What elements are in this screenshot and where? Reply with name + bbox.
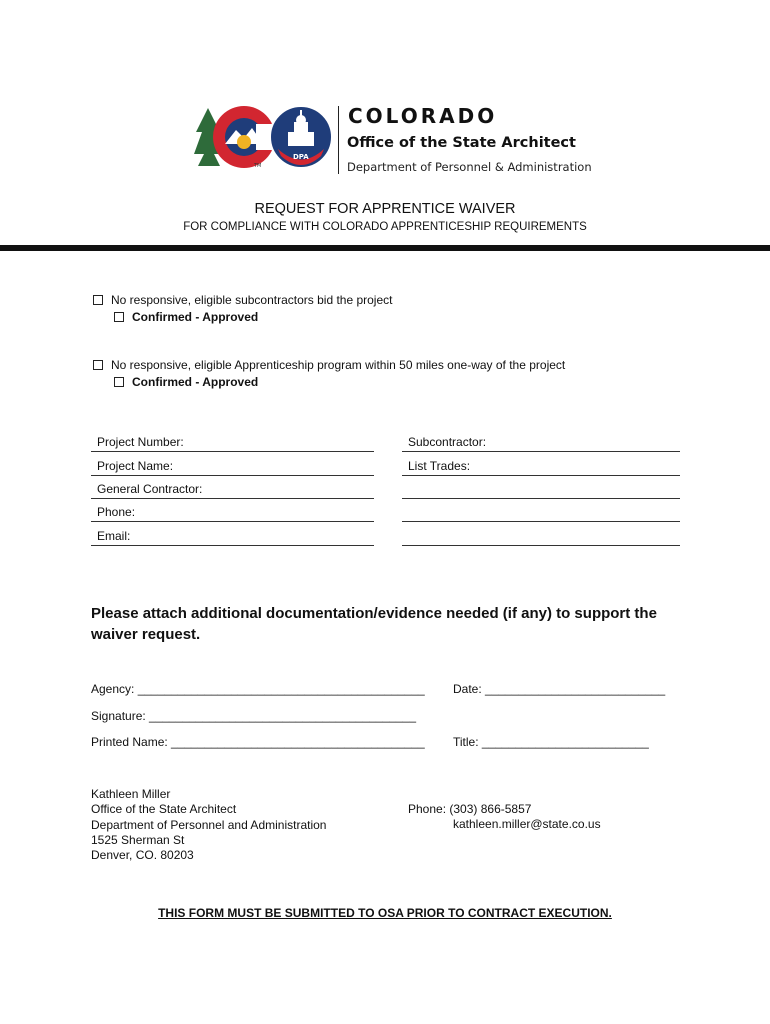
subcontractor-field[interactable]: Subcontractor: [402,435,680,452]
check-option-1[interactable] [93,293,392,307]
check-option-2[interactable] [93,358,565,372]
brand-name: COLORADO [348,104,498,128]
department-name: Department of Personnel & Administration [347,160,592,174]
project-name-field[interactable]: Project Name: [91,459,374,476]
check-label: No responsive, eligible Apprenticeship program within 50 miles one-way of the project [111,358,566,372]
logo-divider [338,106,339,174]
printed-name-line[interactable]: Printed Name: ______________________________________ [91,735,425,749]
checkbox[interactable] [93,295,103,305]
title-line[interactable]: Title: _________________________ [453,735,649,749]
form-title: REQUEST FOR APPRENTICE WAIVER [254,201,516,217]
check-sub-label: Confirmed - Approved [132,375,259,389]
contact-email[interactable]: kathleen.miller@state.co.us [453,817,601,832]
c-mark-icon [213,106,278,168]
list-trades-field[interactable]: List Trades: [402,459,680,476]
checkbox[interactable] [93,360,103,370]
project-number-field[interactable]: Project Number: [91,435,374,452]
trades-line-3[interactable] [402,505,680,522]
general-contractor-field[interactable]: General Contractor: [91,482,374,499]
signature-line[interactable]: Signature: ________________________________________ [91,709,416,723]
contact-details [408,802,601,833]
contact-department: Department of Personnel and Administration [91,817,327,832]
email-field[interactable]: Email: [91,529,374,546]
contact-address [91,787,326,863]
svg-text:DPA: DPA [293,153,309,161]
office-name: Office of the State Architect [347,135,576,151]
contact-office: Office of the State Architect [91,802,237,817]
dpa-seal-icon [270,106,332,168]
date-line[interactable]: Date: ___________________________ [453,682,666,696]
checkbox[interactable] [114,312,124,322]
contact-name: Kathleen Miller [91,787,171,801]
contact-phone: Phone: (303) 866-5857 [408,802,532,816]
agency-line[interactable]: Agency: ___________________________________________ [91,682,425,696]
checkbox[interactable] [114,377,124,387]
contact-city: Denver, CO. 80203 [91,848,194,863]
phone-field[interactable]: Phone: [91,505,374,522]
header-rule [0,245,770,251]
svg-text:TM: TM [254,163,262,169]
contact-street: 1525 Sherman St [91,832,185,847]
check-sub-label: Confirmed - Approved [132,310,259,324]
check-option-2-confirm[interactable] [114,375,258,389]
attach-note: Please attach additional documentation/evidence needed (if any) to support the waiver request. [91,605,657,643]
trades-line-4[interactable] [402,529,680,546]
submission-notice: THIS FORM MUST BE SUBMITTED TO OSA PRIOR TO CONTRACT EXECUTION. [158,906,612,920]
check-option-1-confirm[interactable] [114,310,258,324]
form-subtitle: FOR COMPLIANCE WITH COLORADO APPRENTICESHIP REQUIREMENTS [183,221,587,233]
check-label: No responsive, eligible subcontractors bid the project [111,293,393,307]
trades-line-2[interactable] [402,482,680,499]
